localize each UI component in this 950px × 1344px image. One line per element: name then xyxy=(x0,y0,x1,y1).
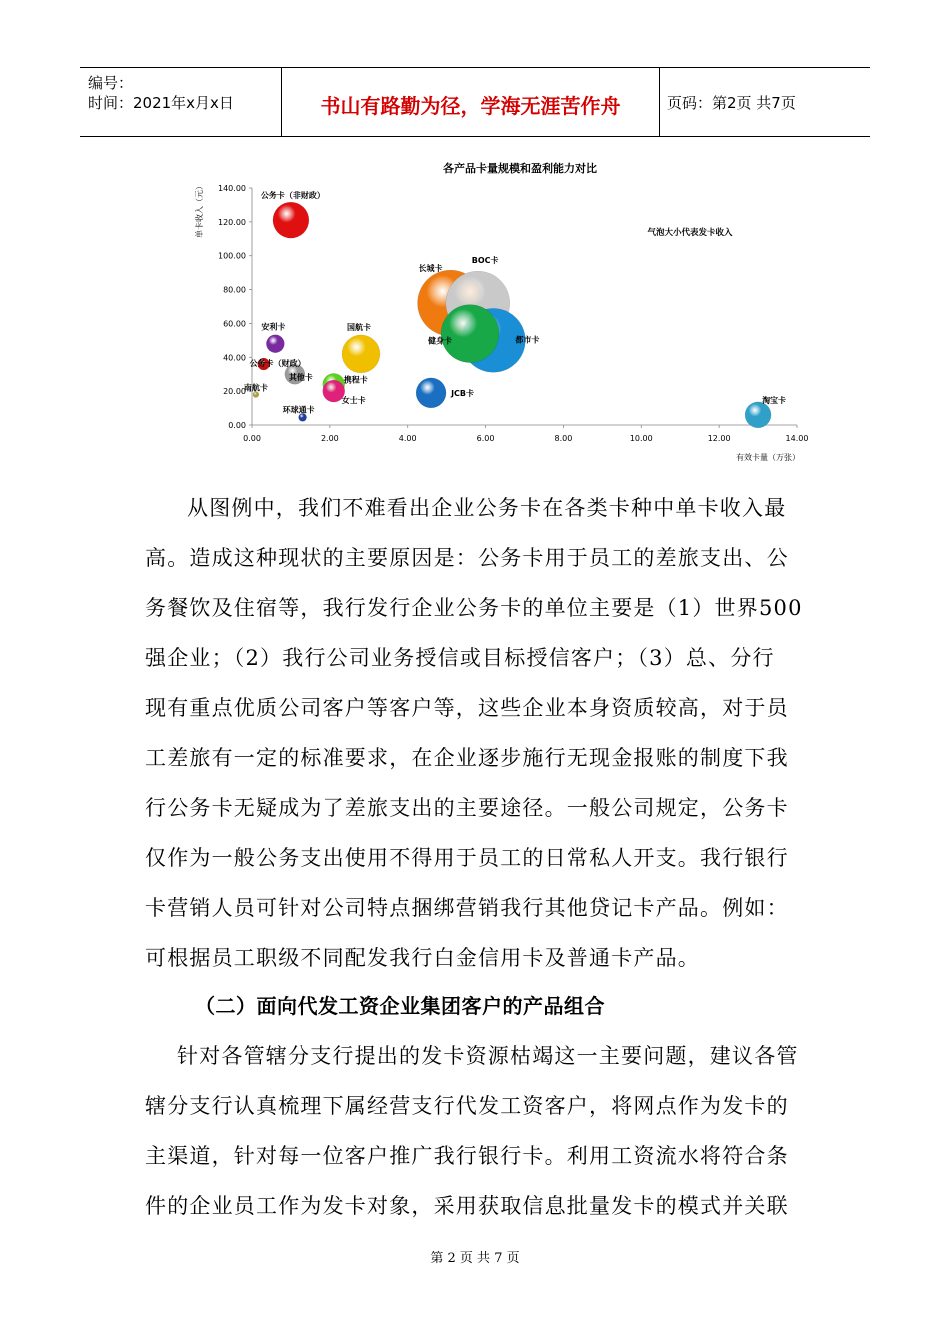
number-label: 编号： xyxy=(88,74,134,92)
text-line: 高。造成这种现状的主要原因是：公务卡用于员工的差旅支出、公 xyxy=(145,546,789,570)
y-tick-label: 100.00 xyxy=(218,251,246,261)
bubble-label: 健身卡 xyxy=(428,336,452,346)
paragraph-1 xyxy=(145,483,815,983)
bubble-label: JCB卡 xyxy=(451,388,475,398)
text-line: 务餐饮及住宿等，我行发行企业公务卡的单位主要是（1）世界500 xyxy=(145,596,803,620)
x-tick-label: 8.00 xyxy=(554,434,573,443)
header-motto-cell xyxy=(281,68,660,136)
bubble-point xyxy=(416,378,446,408)
bubble-label: 携程卡 xyxy=(343,375,368,385)
text-line: 仅作为一般公务支出使用不得用于员工的日常私人开支。我行银行 xyxy=(145,846,789,870)
bubble-label: 南航卡 xyxy=(243,383,268,393)
bubble-label: BOC卡 xyxy=(471,256,499,266)
text-line: 行公务卡无疑成为了差旅支出的主要途径。一般公司规定，公务卡 xyxy=(145,796,789,820)
chart-annotation: 气泡大小代表发卡收入 xyxy=(647,228,733,238)
text-line: 主渠道，针对每一位客户推广我行银行卡。利用工资流水将符合条 xyxy=(145,1144,789,1168)
y-axis-label: 单卡收入（元） xyxy=(195,182,204,238)
y-tick-label: 40.00 xyxy=(223,353,246,363)
bubble-label: 环球通卡 xyxy=(282,405,315,415)
time-label: 时间：2021年x月x日 xyxy=(88,94,234,112)
bubble-label: 公务卡（财政） xyxy=(249,359,306,369)
bubble-label: 其他卡 xyxy=(288,373,313,383)
page-indicator: 页码：第2页 共7页 xyxy=(667,94,796,112)
bubble-chart xyxy=(190,155,830,470)
bubble-label: 公务卡（非财政） xyxy=(260,191,325,201)
bubble-label: 女士卡 xyxy=(341,396,366,406)
bubble-point xyxy=(266,335,284,353)
motto-text: 书山有路勤为径，学海无涯苦作舟 xyxy=(320,94,621,118)
x-axis-label: 有效卡量（万张） xyxy=(736,453,800,462)
bubble-label: 安利卡 xyxy=(261,322,286,332)
text-line: 强企业；（2）我行公司业务授信或目标授信客户；（3）总、分行 xyxy=(145,646,775,670)
x-tick-label: 0.00 xyxy=(243,434,261,443)
y-tick-label: 20.00 xyxy=(223,387,246,397)
bubble-point xyxy=(441,305,499,363)
header-info-cell xyxy=(80,68,280,136)
bubble-label: 国航卡 xyxy=(347,322,371,332)
y-tick-label: 60.00 xyxy=(223,319,246,329)
x-tick-label: 14.00 xyxy=(785,434,809,443)
bubble-label: 都市卡 xyxy=(515,335,540,345)
section-heading: （二）面向代发工资企业集团客户的产品组合 xyxy=(195,994,605,1018)
x-tick-label: 2.00 xyxy=(320,434,339,443)
bubble-label: 淘宝卡 xyxy=(762,395,787,405)
text-line: 针对各管辖分支行提出的发卡资源枯竭这一主要问题，建议各管 xyxy=(177,1044,799,1068)
bubble-point xyxy=(745,402,771,428)
paragraph-2 xyxy=(145,1031,815,1231)
text-line: 从图例中，我们不难看出企业公务卡在各类卡种中单卡收入最 xyxy=(187,496,787,520)
bubble-label: 长城卡 xyxy=(418,264,443,274)
x-tick-label: 10.00 xyxy=(629,434,653,443)
x-tick-label: 6.00 xyxy=(476,434,495,443)
y-tick-label: 120.00 xyxy=(218,217,246,227)
x-tick-label: 12.00 xyxy=(707,434,731,443)
bubble-point xyxy=(273,202,309,238)
x-tick-label: 4.00 xyxy=(398,434,417,443)
chart-title: 各产品卡量规模和盈利能力对比 xyxy=(443,162,597,175)
y-tick-label: 80.00 xyxy=(223,285,246,295)
y-tick-label: 140.00 xyxy=(218,184,246,193)
page-header xyxy=(80,67,870,137)
text-line: 工差旅有一定的标准要求，在企业逐步施行无现金报账的制度下我 xyxy=(145,746,789,770)
page-footer: 第 2 页 共 7 页 xyxy=(430,1251,520,1266)
bubble-point xyxy=(299,413,307,421)
y-tick-label: 0.00 xyxy=(228,421,246,430)
text-line: 现有重点优质公司客户等客户等，这些企业本身资质较高，对于员 xyxy=(145,696,789,720)
text-line: 可根据员工职级不同配发我行白金信用卡及普通卡产品。 xyxy=(145,946,700,970)
bubble-point xyxy=(342,335,380,373)
text-line: 卡营销人员可针对公司特点捆绑营销我行其他贷记卡产品。例如： xyxy=(145,896,789,920)
text-line: 辖分支行认真梳理下属经营支行代发工资客户，将网点作为发卡的 xyxy=(145,1094,789,1118)
text-line: 件的企业员工作为发卡对象，采用获取信息批量发卡的模式并关联 xyxy=(145,1194,789,1218)
